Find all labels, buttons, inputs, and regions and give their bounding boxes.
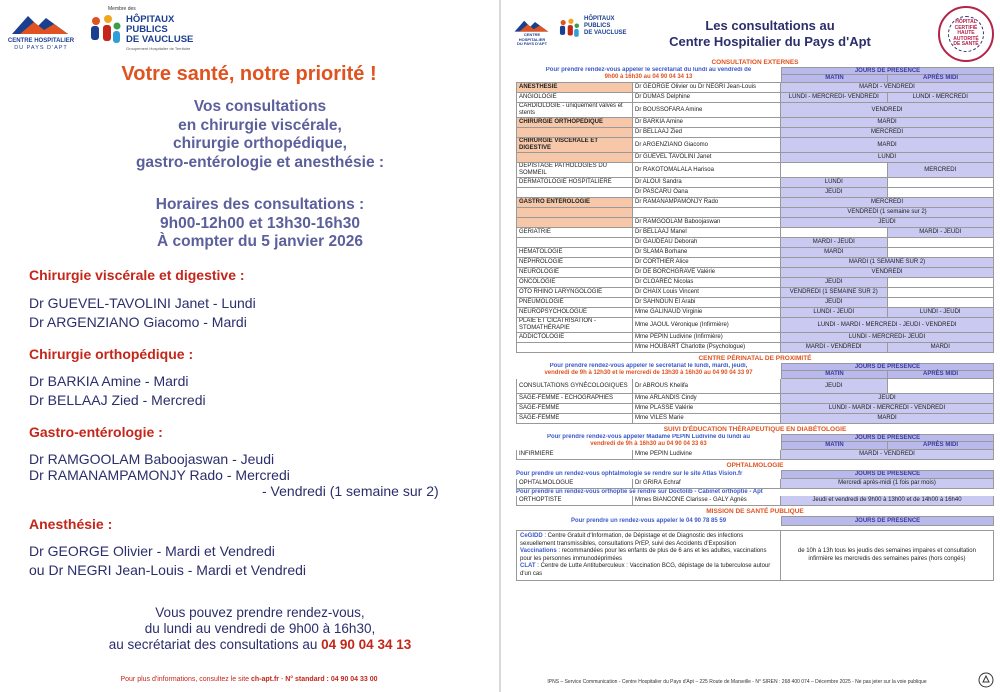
hp-line3: DE VAUCLUSE xyxy=(126,34,194,45)
specialty-cell: ORTHOPTISTE xyxy=(516,496,633,506)
specialty-cell: ONCOLOGIE xyxy=(516,278,633,288)
badge-line: HÔPITAL CERTIFIÉ xyxy=(954,19,978,31)
doctor-cell: Dr PASCARU Oana xyxy=(633,188,781,198)
section-title: SUIVI D'ÉDUCATION THÉRAPEUTIQUE EN DIABÉTOLOGIE xyxy=(663,426,847,433)
presence-header: JOURS DE PRÉSENCE xyxy=(854,517,921,524)
afternoon-cell: MERCREDI xyxy=(887,163,994,177)
specialty-cell: NEUROPSYCHOLOGUE xyxy=(516,308,633,318)
logo-line2: DU PAYS D'APT xyxy=(516,41,548,46)
afternoon-cell xyxy=(887,298,994,307)
specialty-title: Chirurgie viscérale et digestive : xyxy=(29,267,245,283)
table-row xyxy=(516,128,994,138)
doctor-line: Dr GEORGE Olivier - Mardi et Vendredi xyxy=(29,543,275,559)
doctor-cell: Mme VILES Marie xyxy=(633,414,781,424)
specialty-cell: ANESTHESIE xyxy=(516,83,633,93)
public-health-info xyxy=(516,530,994,581)
doctor-cell: Dr ABROUS Khelifa xyxy=(633,379,781,394)
specialty-cell: CHIRURGIE ORTHOPÉDIQUE xyxy=(516,118,633,128)
table-row xyxy=(516,298,994,308)
presence-header: JOURS DE PRÉSENCE xyxy=(781,363,994,371)
badge-line: HAUTE xyxy=(957,30,975,37)
intro-line: Vos consultations xyxy=(193,98,327,115)
doctor-line: Dr BARKIA Amine - Mardi xyxy=(29,373,189,389)
people-logo-icon xyxy=(558,18,580,40)
matin-header: MATIN xyxy=(781,371,888,379)
afternoon-cell xyxy=(887,248,994,257)
section-title: OPHTALMOLOGIE xyxy=(726,462,784,469)
morning-cell: JEUDI xyxy=(781,298,887,307)
presence-header: JOURS DE PRÉSENCE xyxy=(781,434,994,442)
presence-cell: LUNDI - MARDI - MERCREDI - VENDREDI xyxy=(781,404,994,414)
specialty-cell: GASTRO ENTÉROLOGIE xyxy=(516,198,633,208)
morning-cell: VENDREDI (1 SEMAINE SUR 2) xyxy=(781,288,887,297)
afternoon-cell xyxy=(887,288,994,297)
table-row xyxy=(516,153,994,163)
footer-site-link[interactable]: ch-apt.fr xyxy=(251,676,279,683)
presence-cell: VENDREDI (1 semaine sur 2) xyxy=(781,208,994,218)
table-row xyxy=(516,288,994,298)
hp-member: Membre des xyxy=(108,6,136,12)
specialty-cell xyxy=(516,238,633,248)
contact-line: Vous pouvez prendre rendez-vous, xyxy=(155,605,365,620)
hp-line1: HÔPITAUX xyxy=(584,16,615,22)
right-schedule xyxy=(502,0,1000,692)
section-title: CENTRE PÉRINATAL DE PROXIMITÉ xyxy=(698,355,812,362)
hopitaux-publics-logo xyxy=(88,6,208,54)
rdv-line: Pour prendre rendez-vous appeler le secrétariat du lundi au vendredi de xyxy=(545,67,752,73)
presence-cell: MARDI - VENDREDI xyxy=(781,83,994,93)
title-line: Centre Hospitalier du Pays d'Apt xyxy=(669,34,871,49)
presence-cell: VENDREDI xyxy=(781,268,994,278)
presence-cell: VENDREDI xyxy=(781,103,994,118)
specialty-cell: OPHTALMOLOGUE xyxy=(516,479,633,489)
page-divider xyxy=(499,0,501,692)
specialty-title: Gastro-entérologie : xyxy=(29,424,163,440)
presence-cell: LUNDI - MERCREDI- JEUDI xyxy=(781,333,994,343)
specialty-cell: DERMATOLOGIE HOSPITALIERE xyxy=(516,178,633,188)
doctor-cell: Mme PLASSE Valérie xyxy=(633,404,781,414)
specialty-cell xyxy=(516,208,633,218)
apm-header: APRÈS MIDI xyxy=(888,442,994,450)
doctor-cell: Mmes BIANCONE Clarisse - GALY Agnès xyxy=(633,496,781,506)
doctor-cell: Dr SLAMA Borhane xyxy=(633,248,781,258)
doctor-cell: Dr CLOAREC Nicolas xyxy=(633,278,781,288)
afternoon-cell xyxy=(887,278,994,287)
rdv-line: Pour prendre rendez-vous appeler le secrétariat le lundi, mardi, jeudi, xyxy=(549,363,748,369)
morning-cell xyxy=(781,163,887,177)
hp-line2: PUBLICS xyxy=(126,24,168,35)
doctor-cell: Mme HOUBART Charlotte (Psychologue) xyxy=(633,343,781,353)
table-row xyxy=(516,218,994,228)
table-row xyxy=(516,404,994,414)
contact-line: du lundi au vendredi de 9h00 à 16h30, xyxy=(144,621,376,636)
rdv-line: Pour prendre un rendez-vous appeler le 04 90 78 85 59 xyxy=(570,517,727,524)
doctor-cell: Dr ALOUI Sandra xyxy=(633,178,781,188)
orthoptiste-row xyxy=(516,496,994,506)
badge-line: DE SANTÉ xyxy=(953,41,979,48)
table-row xyxy=(516,163,994,178)
doctor-cell: Dr CORTHIER Alice xyxy=(633,258,781,268)
table-row xyxy=(516,278,994,288)
doctor-line: ou Dr NEGRI Jean-Louis - Mardi et Vendredi xyxy=(29,562,307,578)
morning-cell: LUNDI xyxy=(781,178,887,187)
presence-cell: LUNDI - MARDI - MERCREDI - JEUDI - VENDREDI xyxy=(781,318,994,333)
presence-cell: MARDI - VENDREDI xyxy=(781,450,994,460)
presence-cell: MERCREDI xyxy=(781,198,994,208)
doctor-cell: Mme PEPIN Ludivine (Infirmière) xyxy=(633,333,781,343)
specialty-cell xyxy=(516,153,633,163)
presence-header: JOURS DE PRÉSENCE xyxy=(781,67,994,75)
phone-number[interactable]: 04 90 04 34 13 xyxy=(321,637,412,652)
clat-text: : Centre de Lutte Antituberculeux : Vaccination BCG, dépistage de la tuberculose autour d'un cas xyxy=(520,563,771,577)
rdv-line: vendredi de 9h à 16h30 au 04 90 04 33 63 xyxy=(590,441,707,447)
morning-cell: MARDI - VENDREDI xyxy=(781,343,887,352)
public-health-schedule: de 10h à 13h tous les jeudis des semaines impaires et consultation infirmière les mercredis des semaines paires (hors congés) xyxy=(797,548,976,562)
table-row xyxy=(516,208,994,218)
table-row xyxy=(516,379,994,394)
morning-cell xyxy=(781,228,887,237)
doctor-cell: Dr RAMANAMPAMONJY Rado xyxy=(633,198,781,208)
presence-cell: MARDI (1 SEMAINE SUR 2) xyxy=(781,258,994,268)
vacc-text: : recommandées pour les enfants de plus de 6 ans et les adultes, vaccinations pour les personnes immunodéprimées xyxy=(520,548,767,562)
specialty-cell: INFIRMIÈRE xyxy=(516,450,633,460)
specialty-cell: ADDICTOLOGIE xyxy=(516,333,633,343)
ch-apt-logo xyxy=(6,8,76,54)
table-row xyxy=(516,394,994,404)
specialty-cell: NÉPHROLOGIE xyxy=(516,258,633,268)
specialty-cell: PLAIE ET CICATRISATION - STOMATHÉRAPIE xyxy=(516,318,633,333)
doctor-line: Dr ARGENZIANO Giacomo - Mardi xyxy=(29,314,247,330)
badge-line: AUTORITÉ xyxy=(953,35,979,42)
ophtalmologue-row xyxy=(516,479,994,489)
specialty-cell: HÉMATOLOGIE xyxy=(516,248,633,258)
apm-header: APRÈS MIDI xyxy=(888,75,994,83)
specialty-cell: CONSULTATIONS GYNÉCOLOGIQUES xyxy=(516,379,633,394)
table-row xyxy=(516,450,994,460)
table-row xyxy=(516,258,994,268)
perinatal-rows xyxy=(516,379,994,424)
afternoon-cell: LUNDI - MERCREDI xyxy=(887,93,994,102)
rdv-line: vendredi de 9h à 12h30 et le mercredi de 13h30 à 16h30 au 04 90 04 33 97 xyxy=(544,370,753,376)
vacc-label: Vaccinations xyxy=(520,548,557,554)
specialty-cell: OTO RHINO LARYNGOLOGIE xyxy=(516,288,633,298)
contact-block xyxy=(40,605,480,653)
hopitaux-publics-logo-small xyxy=(558,14,638,44)
table-row xyxy=(516,118,994,128)
specialty-cell: NEUROLOGIE xyxy=(516,268,633,278)
slogan: Votre santé, notre priorité ! xyxy=(121,63,377,85)
footer-text: Pour plus d'informations, consultez le site xyxy=(120,676,250,683)
matin-header: MATIN xyxy=(781,75,888,83)
cegidd-text: : Centre Gratuit d'Information, de Dépistage et de Diagnostic des infections sexuellement transmissibles, consultations PrEP, suivi des Accidents d'Exposition xyxy=(520,533,744,547)
hp-line1: HÔPITAUX xyxy=(126,14,175,25)
rdv-line: Pour prendre un rendez-vous orthoptie se rendre sur Doctolib - Cabinet orthoptie - Apt xyxy=(516,489,763,495)
left-poster xyxy=(0,0,498,692)
table-row xyxy=(516,333,994,343)
doctor-cell: Mme PEPIN Ludivine xyxy=(633,450,781,460)
afternoon-cell xyxy=(887,238,994,247)
presence-cell: MERCREDI xyxy=(781,128,994,138)
intro-line: gastro-entérologie et anesthésie : xyxy=(135,153,385,171)
specialty-cell xyxy=(516,128,633,138)
rdv-line: Pour prendre rendez-vous appeler Madame PEPIN Ludivine du lundi au xyxy=(546,434,751,440)
hp-line2: PUBLICS xyxy=(584,23,611,29)
hours-line: Horaires des consultations : xyxy=(155,196,365,213)
table-row xyxy=(516,138,994,153)
intro-line: chirurgie orthopédique, xyxy=(173,135,347,152)
doctor-cell: Dr DE BORCHGRAVE Valérie xyxy=(633,268,781,278)
apm-header: APRÈS MIDI xyxy=(888,371,994,379)
presence-cell: JEUDI xyxy=(781,218,994,228)
page-title xyxy=(630,18,910,50)
people-logo-icon xyxy=(88,14,122,48)
cegidd-label: CeGIDD xyxy=(520,533,543,539)
hours-block xyxy=(60,196,460,252)
table-row xyxy=(516,93,994,103)
presence-cell: Mercredi après-midi (1 fois par mois) xyxy=(781,479,994,489)
hp-line3: DE VAUCLUSE xyxy=(584,30,627,36)
doctor-cell: Mme ARLANDIS Cindy xyxy=(633,394,781,404)
hp-tag: Groupement Hospitalier de Territoire xyxy=(126,46,191,51)
left-footer: Pour plus d'informations, consultez le site ch-apt.fr - N° standard : 04 90 04 33 00 xyxy=(120,676,378,683)
specialty-cell: SAGE-FEMME - ECHOGRAPHIES xyxy=(516,394,633,404)
doctor-line: Dr RAMANAMPAMONJY Rado - Mercredi xyxy=(29,467,290,483)
doctor-cell: Dr DUMAS Delphine xyxy=(633,93,781,103)
certification-badge xyxy=(938,6,994,62)
specialty-cell: GERIATRIE xyxy=(516,228,633,238)
specialty-cell: DEPISTAGE PATHOLOGIES DU SOMMEIL xyxy=(516,163,633,178)
afternoon-cell: MARDI - JEUDI xyxy=(887,228,994,237)
external-consultation-rows xyxy=(516,83,994,353)
intro-heading xyxy=(60,98,460,172)
table-row xyxy=(516,308,994,318)
morning-cell: JEUDI xyxy=(781,188,887,197)
recycle-icon xyxy=(978,672,994,688)
afternoon-cell: MARDI xyxy=(887,343,994,352)
specialty-cell: SAGE-FEMME xyxy=(516,404,633,414)
doctor-line: Dr BELLAAJ Zied - Mercredi xyxy=(29,392,206,408)
hours-line: 9h00-12h00 et 13h30-16h30 xyxy=(160,214,360,232)
hours-line: À compter du 5 janvier 2026 xyxy=(157,233,363,250)
table-row xyxy=(516,83,994,93)
ch-apt-logo-small xyxy=(510,16,550,46)
morning-cell: LUNDI - JEUDI xyxy=(781,308,887,317)
doctor-cell xyxy=(633,208,781,218)
table-row xyxy=(516,248,994,258)
table-row xyxy=(516,198,994,208)
specialty-cell: CHIRURGIE VISCÉRALE ET DIGESTIVE xyxy=(516,138,633,153)
specialty-cell xyxy=(516,188,633,198)
afternoon-cell: LUNDI - JEUDI xyxy=(887,308,994,317)
section-title: MISSION DE SANTÉ PUBLIQUE xyxy=(706,508,804,515)
logo-line2: DU PAYS D'APT xyxy=(14,45,68,51)
title-line: Les consultations au xyxy=(705,18,835,33)
presence-cell: MARDI xyxy=(781,138,994,153)
specialty-cell: PNEUMOLOGIE xyxy=(516,298,633,308)
table-row xyxy=(516,496,994,506)
doctor-cell: Dr GUEVEL TAVOLINI Janet xyxy=(633,153,781,163)
presence-header: JOURS DE PRÉSENCE xyxy=(854,471,921,477)
right-footer: IPNS – Service Communication - Centre Hospitalier du Pays d'Apt – 225 Route de Marseille - N° SIREN : 268 400 074 – Décembre 2025 - Ne pas jeter sur la voie publique xyxy=(547,679,927,685)
table-row xyxy=(516,103,994,118)
morning-cell: JEUDI xyxy=(781,379,887,393)
logo-line1: CENTRE HOSPITALIER xyxy=(518,32,546,42)
matin-header: MATIN xyxy=(781,442,888,450)
specialty-cell: CARDIOLOGIE - uniquement valves et stents xyxy=(516,103,633,118)
table-row xyxy=(516,178,994,188)
schedule-table xyxy=(516,59,994,581)
doctor-cell: Dr GRIRA Echraf xyxy=(633,479,781,489)
doctor-cell: Dr ARGENZIANO Giacomo xyxy=(633,138,781,153)
doctor-cell: Dr BOUSSOFARA Amine xyxy=(633,103,781,118)
doctor-cell: Dr RAMGOOLAM Baboojaswan xyxy=(633,218,781,228)
presence-cell: JEUDI xyxy=(781,394,994,404)
table-row xyxy=(516,188,994,198)
doctor-line: - Vendredi (1 semaine sur 2) xyxy=(262,483,439,499)
presence-cell: Jeudi et vendredi de 9h00 à 13h00 et de 14h00 à 16h40 xyxy=(781,496,994,506)
doctor-cell: Dr GEORGE Olivier ou Dr NEGRI Jean-Louis xyxy=(633,83,781,93)
presence-cell: MARDI xyxy=(781,118,994,128)
specialty-cell: ANGIOLOGIE xyxy=(516,93,633,103)
morning-cell: LUNDI - MERCREDI- VENDREDI xyxy=(781,93,887,102)
specialty-title: Anesthésie : xyxy=(29,516,113,532)
section-title: CONSULTATION EXTERNES xyxy=(711,59,799,66)
table-row xyxy=(516,318,994,333)
specialty-cell: SAGE-FEMME xyxy=(516,414,633,424)
table-row xyxy=(516,228,994,238)
morning-cell: JEUDI xyxy=(781,278,887,287)
specialty-cell xyxy=(516,343,633,353)
specialty-title: Chirurgie orthopédique : xyxy=(29,346,194,362)
doctor-cell: Dr CHAIX Louis Vincent xyxy=(633,288,781,298)
doctor-cell: Dr BELLAAJ Manel xyxy=(633,228,781,238)
afternoon-cell xyxy=(887,178,994,187)
footer-standard: N° standard : 04 90 04 33 00 xyxy=(285,676,378,683)
doctor-line: Dr GUEVEL-TAVOLINI Janet - Lundi xyxy=(29,295,256,311)
doctor-cell: Mme GALINAUD Virginie xyxy=(633,308,781,318)
presence-cell: LUNDI xyxy=(781,153,994,163)
logo-line1: CENTRE HOSPITALIER xyxy=(7,38,75,44)
morning-cell: MARDI - JEUDI xyxy=(781,238,887,247)
doctor-cell: Dr BELLAAJ Zied xyxy=(633,128,781,138)
table-row xyxy=(516,238,994,248)
doctor-cell: Dr GAUDEAU Deborah xyxy=(633,238,781,248)
diabetes-rows xyxy=(516,450,994,460)
doctor-line: Dr RAMGOOLAM Baboojaswan - Jeudi xyxy=(29,451,275,467)
presence-cell: MARDI xyxy=(781,414,994,424)
table-row xyxy=(516,268,994,278)
table-row xyxy=(516,343,994,353)
doctor-cell: Mme JAOUL Véronique (Infirmière) xyxy=(633,318,781,333)
doctor-cell: Dr BARKIA Amine xyxy=(633,118,781,128)
rdv-line: Pour prendre un rendez-vous ophtalmologie se rendre sur le site Atlas Vision.fr xyxy=(516,471,743,477)
contact-line: au secrétariat des consultations au xyxy=(108,637,318,652)
rdv-line: 9h00 à 16h30 au 04 90 04 34 13 xyxy=(604,74,693,80)
specialty-cell xyxy=(516,218,633,228)
mountain-logo-icon xyxy=(6,8,76,38)
morning-cell: MARDI xyxy=(781,248,887,257)
intro-line: en chirurgie viscérale, xyxy=(178,116,342,134)
table-row xyxy=(516,479,994,489)
afternoon-cell xyxy=(887,188,994,197)
clat-label: CLAT xyxy=(520,563,536,569)
table-row xyxy=(516,414,994,424)
doctor-cell: Dr SAHNOUN El Arabi xyxy=(633,298,781,308)
afternoon-cell xyxy=(887,379,994,393)
doctor-cell: Dr RAKOTOMALALA Harisoa xyxy=(633,163,781,178)
